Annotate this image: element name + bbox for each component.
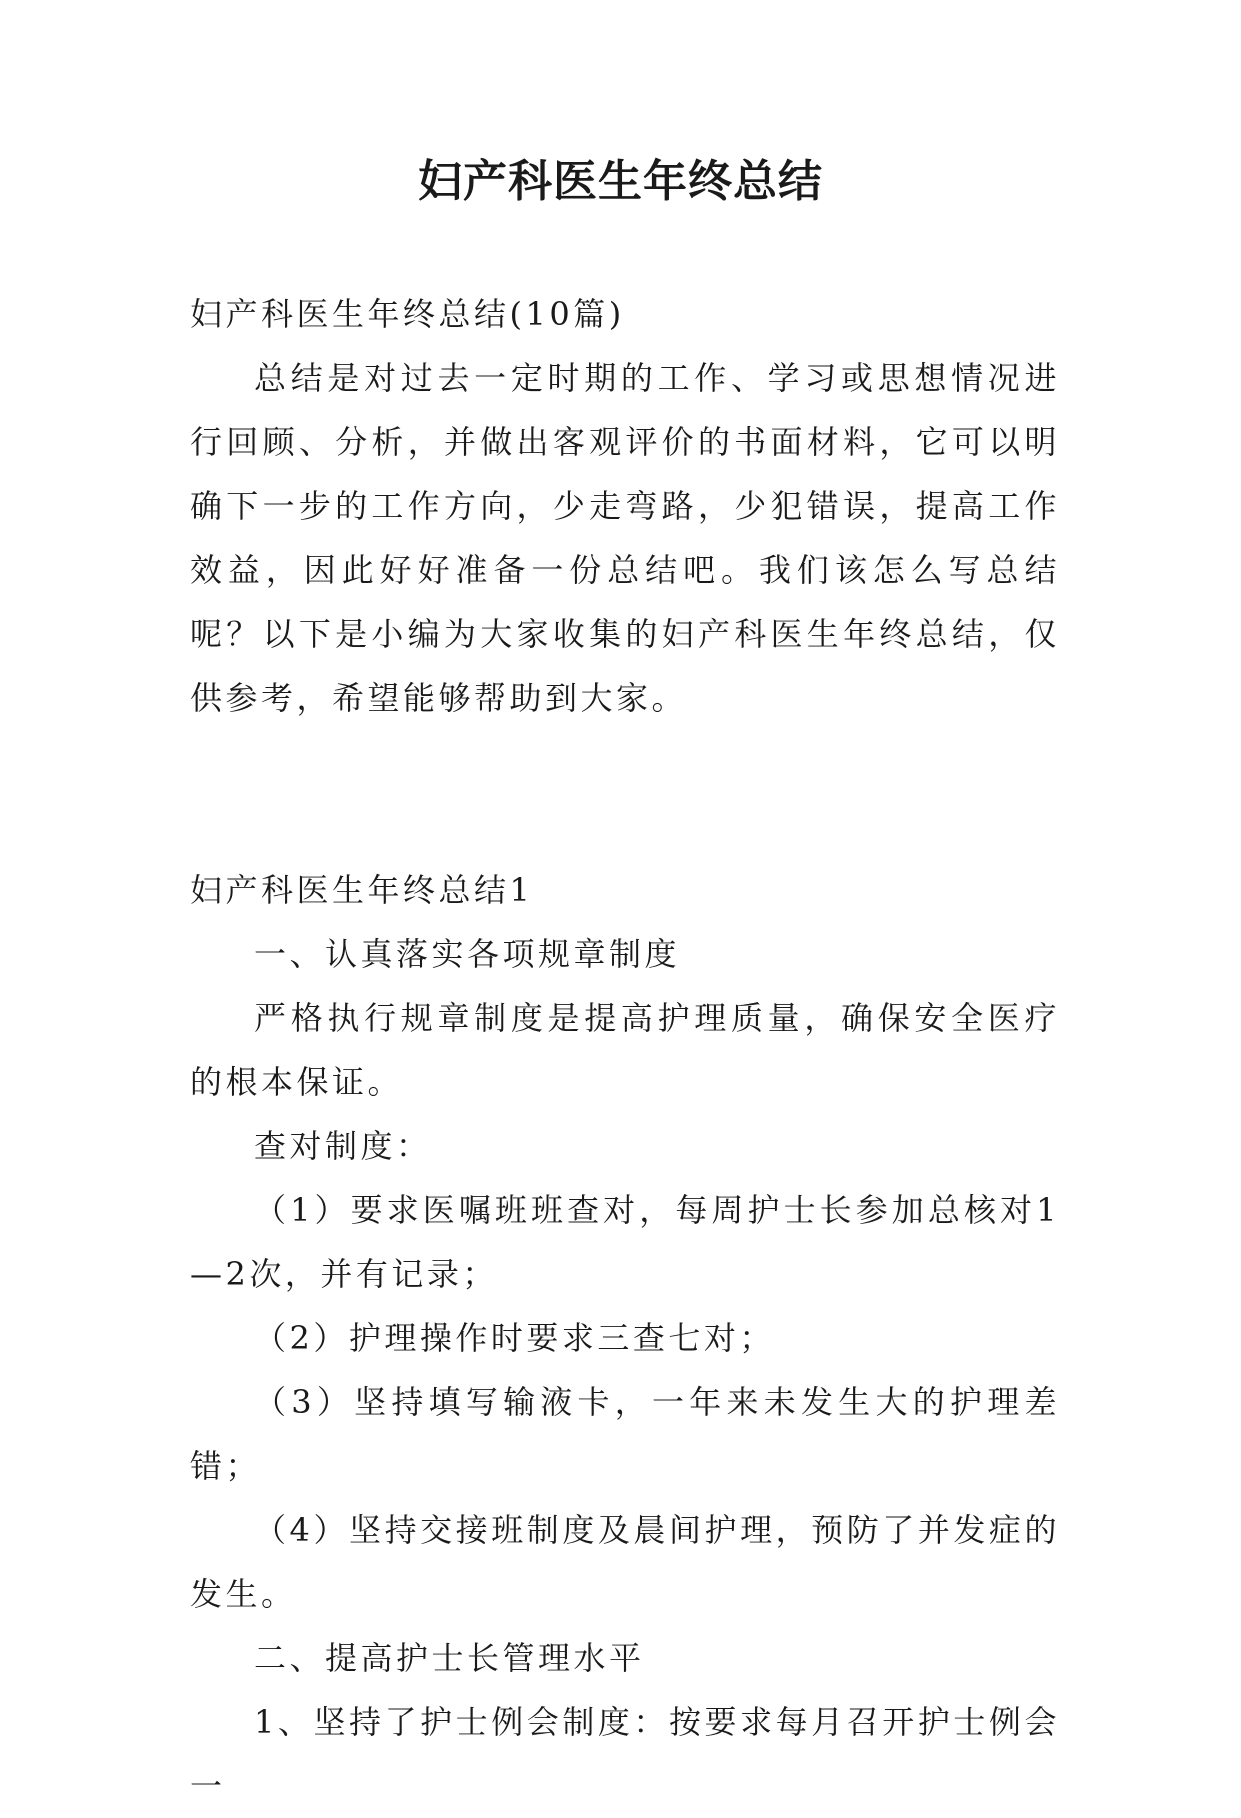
section-spacer [190,730,1060,858]
list-item: （2）护理操作时要求三查七对； [254,1319,775,1357]
list-item: （3）坚持填写输液卡，一年来未发生大的护理差错； [190,1383,1060,1485]
subsection-heading-management: 二、提高护士长管理水平 [254,1639,645,1677]
subsection-heading-rules: 一、认真落实各项规章制度 [254,935,681,973]
body-paragraph: 查对制度： [254,1127,432,1165]
document-subtitle: 妇产科医生年终总结(10篇) [190,295,625,333]
list-item: （1）要求医嘱班班查对，每周护士长参加总核对1—2次，并有记录； [190,1191,1060,1293]
body-paragraph: 1、坚持了护士例会制度：按要求每月召开护士例会一 [190,1703,1060,1805]
intro-paragraph: 总结是对过去一定时期的工作、学习或思想情况进行回顾、分析，并做出客观评价的书面材料，它可以明确下一步的工作方向，少走弯路，少犯错误，提高工作效益，因此好好准备一份总结吧。我们该怎么写总结呢？以下是小编为大家收集的妇产科医生年终总结，仅供参考，希望能够帮助到大家。 [190,359,1060,717]
list-item: （4）坚持交接班制度及晨间护理，预防了并发症的发生。 [190,1511,1060,1613]
document-body [190,282,1060,1818]
body-paragraph: 严格执行规章制度是提高护理质量，确保安全医疗的根本保证。 [190,999,1060,1101]
section-heading: 妇产科医生年终总结1 [190,871,534,909]
document-title: 妇产科医生年终总结 [418,156,823,207]
